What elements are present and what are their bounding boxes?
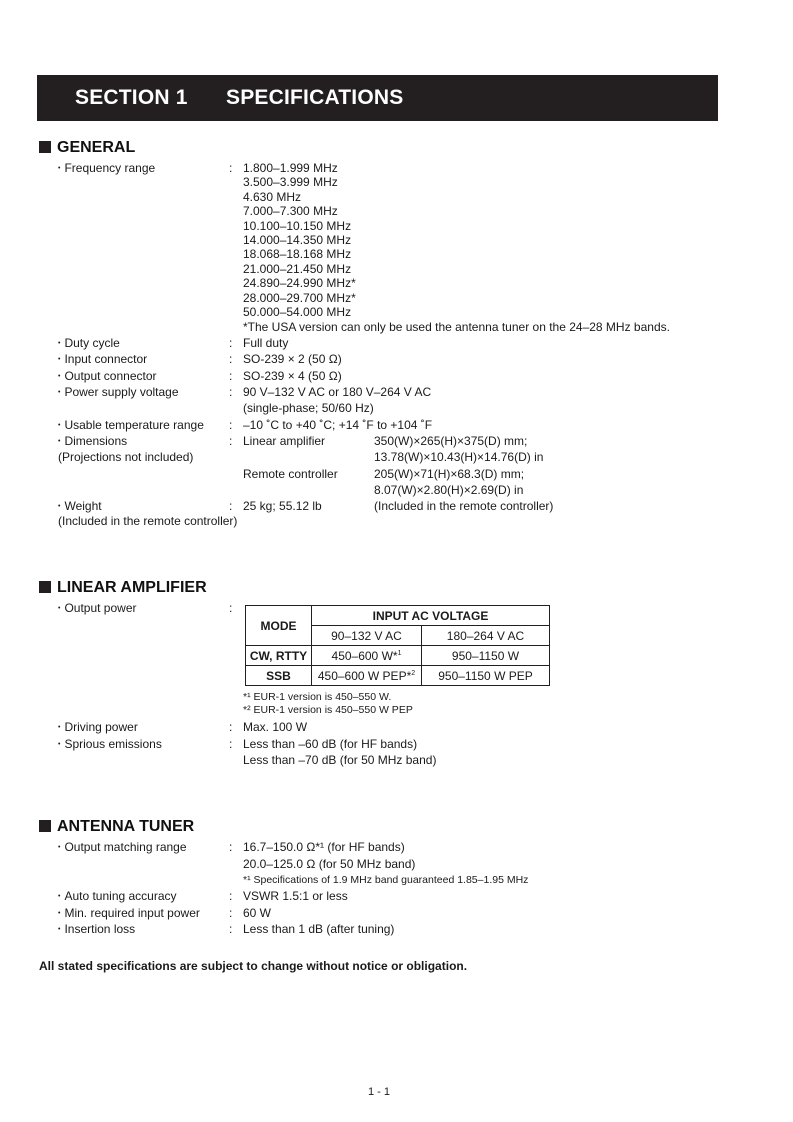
match-label: • Output matching range xyxy=(58,840,187,855)
general-heading: GENERAL xyxy=(39,139,135,157)
output-label: • Output connector xyxy=(58,369,157,384)
dim-rc-label: Remote controller xyxy=(243,467,338,481)
input-label: • Input connector xyxy=(58,352,147,367)
min-value: 60 W xyxy=(243,906,272,920)
freq-value: 7.000–7.300 MHz xyxy=(243,204,338,219)
table-note-2: *² EUR-1 version is 450–550 W PEP xyxy=(243,704,413,716)
temp-value: –10 ˚C to +40 ˚C; +14 ˚F to +104 ˚F xyxy=(243,418,433,432)
section-number: SECTION 1 xyxy=(75,86,188,109)
temp-label: • Usable temperature range xyxy=(58,418,204,433)
drive-value: Max. 100 W xyxy=(243,720,308,734)
weight-label: • Weight xyxy=(58,499,102,514)
drive-label: • Driving power xyxy=(58,720,138,735)
section-banner xyxy=(37,75,718,121)
table-row-cw-mode: CW, RTTY xyxy=(246,646,312,666)
ins-label: • Insertion loss xyxy=(58,922,135,937)
freq-value: 24.890–24.990 MHz* xyxy=(243,276,356,291)
output-power-label: • Output power xyxy=(58,601,137,616)
freq-value: 14.000–14.350 MHz xyxy=(243,233,352,247)
freq-value: 10.100–10.150 MHz xyxy=(243,218,352,233)
freq-label: • Frequency range xyxy=(58,161,155,176)
dim-amp-mm: 350(W)×265(H)×375(D) mm; xyxy=(374,434,528,448)
output-value: SO-239 × 4 (50 Ω) xyxy=(243,369,342,383)
table-mode-header: MODE xyxy=(246,606,312,646)
acc-value: VSWR 1.5:1 or less xyxy=(243,889,348,903)
match-value-2: 20.0–125.0 Ω (for 50 MHz band) xyxy=(243,857,416,871)
min-label: • Min. required input power xyxy=(58,906,200,921)
psu-value-2: (single-phase; 50/60 Hz) xyxy=(243,401,374,415)
dim-rc-mm: 205(W)×71(H)×68.3(D) mm; xyxy=(374,467,525,481)
acc-label: • Auto tuning accuracy xyxy=(58,889,177,904)
heading-square-icon xyxy=(39,820,51,832)
table-input-ac-header: INPUT AC VOLTAGE xyxy=(312,606,550,626)
dim-label: • Dimensions xyxy=(58,434,127,449)
weight-note: (Included in the remote controller) xyxy=(374,499,554,513)
heading-square-icon xyxy=(39,141,51,153)
table-row-ssb-mode: SSB xyxy=(246,666,312,686)
spur-label: • Sprious emissions xyxy=(58,737,162,752)
weight-value: 25 kg; 55.12 lb xyxy=(243,499,322,513)
disclaimer: All stated specifications are subject to change without notice or obligation. xyxy=(39,959,468,973)
table-col-90-132: 90–132 V AC xyxy=(312,626,422,646)
dim-amp-label: Linear amplifier xyxy=(243,434,326,448)
table-note-1: *¹ EUR-1 version is 450–550 W. xyxy=(243,691,392,703)
psu-label: • Power supply voltage xyxy=(58,385,179,400)
table-cell: 950–1150 W PEP xyxy=(422,666,550,686)
dim-rc-in: 8.07(W)×2.80(H)×2.69(D) in xyxy=(374,483,524,497)
freq-value: 21.000–21.450 MHz xyxy=(243,261,352,276)
table-cell: 450–600 W PEP*$^2$ xyxy=(312,666,422,686)
page-number: 1 - 1 xyxy=(368,1086,391,1098)
linear-heading: LINEAR AMPLIFIER xyxy=(39,579,207,597)
duty-label: • Duty cycle xyxy=(58,336,120,351)
table-cell: 950–1150 W xyxy=(422,646,550,666)
spur-value-1: Less than –60 dB (for HF bands) xyxy=(243,737,418,751)
freq-value: 4.630 MHz xyxy=(243,189,302,204)
ins-value: Less than 1 dB (after tuning) xyxy=(243,922,395,936)
freq-value: 1.800–1.999 MHz xyxy=(243,161,338,175)
dim-sub: (Projections not included) xyxy=(58,450,194,464)
freq-note: *The USA version can only be used the antenna tuner on the 24–28 MHz bands. xyxy=(243,320,670,334)
table-cell: 450–600 W*$^1$ xyxy=(312,646,422,666)
input-value: SO-239 × 2 (50 Ω) xyxy=(243,352,342,366)
dim-amp-in: 13.78(W)×10.43(H)×14.76(D) in xyxy=(374,450,544,464)
freq-value: 28.000–29.700 MHz* xyxy=(243,290,356,305)
freq-value: 50.000–54.000 MHz xyxy=(243,305,352,319)
freq-value: 3.500–3.999 MHz xyxy=(243,175,338,190)
psu-value: 90 V–132 V AC or 180 V–264 V AC xyxy=(243,385,432,399)
output-power-table xyxy=(245,605,550,686)
table-col-180-264: 180–264 V AC xyxy=(422,626,550,646)
heading-square-icon xyxy=(39,581,51,593)
match-value-1: 16.7–150.0 Ω*¹ (for HF bands) xyxy=(243,840,405,854)
weight-sub: (Included in the remote controller) xyxy=(58,514,238,528)
freq-value: 18.068–18.168 MHz xyxy=(243,247,352,262)
section-title: SPECIFICATIONS xyxy=(226,86,404,109)
tuner-heading: ANTENNA TUNER xyxy=(39,818,194,836)
spur-value-2: Less than –70 dB (for 50 MHz band) xyxy=(243,753,437,767)
match-note: *¹ Specifications of 1.9 MHz band guaranteed 1.85–1.95 MHz xyxy=(243,874,529,886)
duty-value: Full duty xyxy=(243,336,289,350)
